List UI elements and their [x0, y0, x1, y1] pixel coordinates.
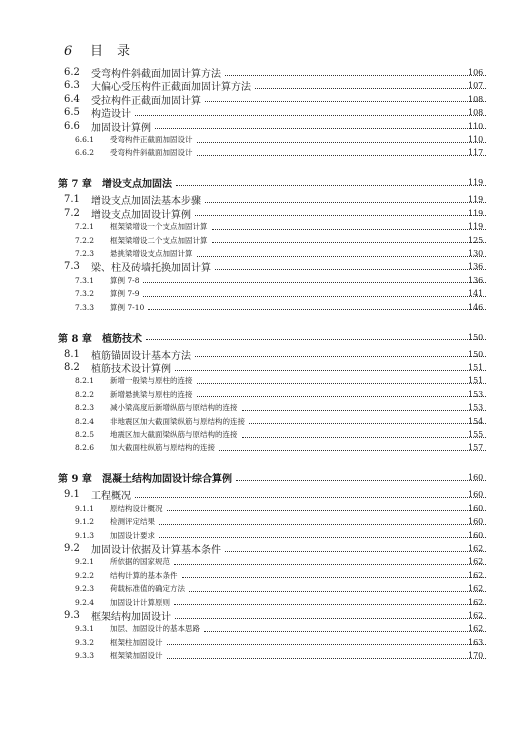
toc-entry — [0, 582, 530, 595]
toc-entry-title: 框架结构加固设计 — [91, 612, 171, 623]
dot-leader — [225, 74, 486, 76]
toc-entry — [0, 176, 530, 189]
toc-entry-title: 算例 7-10 — [110, 302, 145, 312]
toc-entry — [0, 287, 530, 300]
toc-entry-page: 162 — [468, 557, 484, 567]
toc-entry-page: 150 — [468, 332, 484, 342]
toc-entry-title: 新增悬挑梁与原柱的连接 — [110, 389, 193, 399]
toc-entry-title: 地震区加大截面梁纵筋与原结构的连接 — [110, 430, 238, 439]
toc-entry-number: 第 7 章 — [58, 179, 92, 191]
toc-entry-title: 加固设计要求 — [110, 530, 155, 540]
toc-entry-title: 增设支点加固法 — [102, 179, 172, 191]
toc-entry — [0, 609, 530, 622]
dot-leader — [135, 114, 486, 116]
toc-entry-page: 162 — [468, 597, 484, 607]
dot-leader — [167, 657, 487, 659]
toc-entry-number: 7.3.2 — [75, 289, 95, 299]
page-header — [64, 40, 144, 59]
toc-entry-title: 加固设计依据及计算基本条件 — [91, 545, 221, 556]
toc-entry-title: 工程概况 — [91, 491, 131, 503]
dot-leader — [215, 268, 486, 270]
toc-entry-title: 结构计算的基本条件 — [110, 570, 178, 580]
dot-leader — [205, 201, 486, 203]
toc-entry — [0, 106, 530, 119]
toc-entry-title: 受弯构件斜截面加固计算方法 — [91, 69, 221, 80]
toc-entry-page: 163 — [468, 637, 484, 647]
toc-entry-number: 7.3.1 — [75, 275, 95, 285]
toc-entry — [0, 488, 530, 501]
toc-entry-page: 160 — [468, 530, 484, 540]
toc-entry-number: 9.3.3 — [75, 651, 95, 661]
toc-entry — [0, 301, 530, 314]
toc-entry-page: 153 — [468, 403, 484, 413]
toc-entry-number: 6.3 — [64, 80, 80, 92]
toc-entry-title: 加固设计算例 — [91, 122, 151, 134]
dot-leader — [175, 617, 486, 619]
toc-entry-page: 162 — [468, 584, 484, 594]
toc-entry-title: 检测评定结果 — [110, 517, 155, 527]
dot-leader — [148, 308, 486, 310]
toc-entry — [0, 401, 530, 414]
toc-entry-page: 107 — [468, 81, 484, 91]
toc-entry-title: 植筋锚固设计基本方法 — [91, 350, 191, 362]
toc-entry-title: 加固设计计算原则 — [110, 597, 170, 607]
toc-entry-title: 构造设计 — [91, 109, 131, 121]
dot-leader — [146, 338, 486, 340]
toc-entry — [0, 133, 530, 146]
toc-entry-page: 160 — [468, 517, 484, 527]
dot-leader — [197, 395, 487, 397]
toc-entry-page: 119 — [468, 222, 484, 232]
toc-entry — [0, 374, 530, 387]
toc-entry-page: 108 — [468, 108, 484, 118]
toc-entry — [0, 66, 530, 79]
toc-entry — [0, 220, 530, 233]
toc-entry — [0, 388, 530, 401]
toc-entry — [0, 146, 530, 159]
toc-entry-title: 算例 7-8 — [110, 275, 140, 285]
toc-entry-number: 8.2.6 — [75, 443, 95, 453]
toc-entry — [0, 193, 530, 206]
toc-entry-page: 162 — [468, 570, 484, 580]
toc-entry-number: 9.1.2 — [75, 517, 95, 527]
toc-entry-page: 160 — [468, 503, 484, 513]
toc-entry-title: 增设支点加固法基本步骤 — [91, 196, 201, 208]
toc-entry — [0, 569, 530, 582]
toc-entry-title: 植筋技术 — [102, 333, 142, 345]
toc-entry-title: 框架梁增设一个支点加固计算 — [110, 222, 208, 232]
toc-entry-page: 157 — [468, 443, 484, 453]
toc-entry — [0, 649, 530, 662]
toc-entry — [0, 636, 530, 649]
dot-leader — [242, 436, 487, 438]
toc-entry-page: 170 — [468, 651, 484, 661]
toc-entry-number: 6.6.2 — [75, 148, 95, 158]
dot-leader — [175, 369, 486, 371]
toc-entry-number: 9.3.1 — [75, 624, 95, 634]
toc-entry-number: 第 9 章 — [58, 474, 92, 486]
toc-entry-number: 6.5 — [64, 107, 80, 119]
toc-entry — [0, 515, 530, 528]
toc-entry — [0, 441, 530, 454]
toc-entry-number: 8.1 — [64, 348, 80, 360]
toc-entry-number: 9.2.1 — [75, 557, 95, 567]
toc-entry-number: 6.6.1 — [75, 135, 95, 144]
dot-leader — [255, 87, 486, 89]
dot-leader — [219, 449, 486, 451]
toc-entry-number: 7.1 — [64, 194, 80, 206]
dot-leader — [174, 563, 486, 565]
toc-entry-page: 150 — [468, 349, 484, 359]
toc-entry — [0, 622, 530, 635]
toc-entry — [0, 79, 530, 92]
toc-entry — [0, 207, 530, 220]
toc-entry-title: 新增一般梁与原柱的连接 — [110, 376, 193, 386]
toc-entry-number: 7.3.3 — [75, 302, 95, 312]
header-title: 目录 — [90, 44, 145, 59]
toc-entry-page: 136 — [468, 275, 484, 285]
toc-entry-title: 框架柱加固设计 — [110, 637, 163, 647]
toc-entry-page: 110 — [468, 135, 484, 144]
toc-entry — [0, 348, 530, 361]
toc-entry — [0, 415, 530, 428]
toc-entry-title: 荷载标准值的确定方法 — [110, 584, 185, 594]
toc-entry-number: 7.2.1 — [75, 222, 95, 232]
toc-entry — [0, 274, 530, 287]
toc-entry-title: 受弯构件斜截面加固设计 — [110, 148, 193, 158]
toc-entry — [0, 555, 530, 568]
toc-entry-number: 7.2 — [64, 207, 80, 219]
dot-leader — [167, 643, 487, 645]
dot-leader — [182, 576, 487, 578]
toc-entry-page: 162 — [468, 624, 484, 634]
toc-entry-page: 110 — [468, 121, 484, 131]
toc-entry — [0, 234, 530, 247]
toc-entry-number: 7.2.2 — [75, 235, 95, 245]
toc-entry-page: 117 — [468, 148, 484, 158]
toc-entry-page: 130 — [468, 249, 484, 258]
dot-leader — [242, 409, 487, 411]
toc-entry-title: 梁、柱及砖墙托换加固计算 — [91, 263, 211, 275]
dot-leader — [249, 422, 486, 424]
dot-leader — [212, 241, 487, 243]
toc-entry-page: 151 — [468, 363, 484, 372]
toc-entry-number: 9.1.1 — [75, 503, 95, 513]
toc-entry-title: 加大截面柱纵筋与原结构的连接 — [110, 443, 215, 453]
page-number: 6 — [64, 44, 73, 59]
toc-entry-page: 160 — [468, 473, 484, 483]
toc-entry-number: 8.2.3 — [75, 403, 95, 413]
toc-entry — [0, 542, 530, 555]
toc-entry-page: 125 — [468, 235, 484, 245]
dot-leader — [195, 355, 486, 357]
toc-entry-number: 8.2.5 — [75, 430, 95, 439]
dot-leader — [174, 603, 486, 605]
toc-entry-title: 植筋技术设计算例 — [91, 364, 171, 375]
toc-entry-page: 136 — [468, 262, 484, 272]
toc-entry — [0, 120, 530, 133]
toc-entry-page: 153 — [468, 389, 484, 399]
toc-entry-number: 9.2.4 — [75, 597, 95, 607]
toc-entry — [0, 331, 530, 344]
toc-entry-title: 增设支点加固设计算例 — [91, 209, 191, 221]
toc-entry-title: 受弯构件正截面加固设计 — [110, 135, 193, 144]
toc-entry-number: 8.2.1 — [75, 376, 95, 386]
toc-entry — [0, 247, 530, 260]
toc-entry-page: 119 — [468, 208, 484, 218]
dot-leader — [135, 496, 486, 498]
dot-leader — [205, 100, 486, 102]
dot-leader — [159, 523, 486, 525]
toc-entry-number: 8.2 — [64, 362, 80, 373]
dot-leader — [197, 255, 487, 257]
dot-leader — [195, 214, 486, 216]
toc-entry-page: 119 — [468, 178, 484, 188]
toc-entry-number: 9.2 — [64, 543, 80, 554]
toc-entry-number: 9.1 — [64, 489, 80, 501]
toc-entry-title: 算例 7-9 — [110, 289, 140, 299]
toc-entry-number: 第 8 章 — [58, 333, 92, 345]
dot-leader — [155, 127, 486, 129]
toc-entry-number: 9.1.3 — [75, 530, 95, 540]
toc-entry-title: 减小梁高度后新增纵筋与原结构的连接 — [110, 403, 238, 413]
toc-entry-page: 155 — [468, 430, 484, 439]
dot-leader — [143, 281, 486, 283]
toc-entry — [0, 93, 530, 106]
toc-entry — [0, 428, 530, 441]
dot-leader — [189, 590, 486, 592]
toc-entry-page: 151 — [468, 376, 484, 386]
dot-leader — [197, 154, 487, 156]
toc-entry-page: 108 — [468, 94, 484, 104]
toc-entry — [0, 361, 530, 374]
toc-entry-page: 119 — [468, 195, 484, 205]
toc-entry-page: 154 — [468, 416, 484, 426]
toc-entry-title: 受拉构件正截面加固计算 — [91, 95, 201, 107]
toc-entry-number: 9.2.3 — [75, 584, 95, 594]
toc-entry-page: 162 — [468, 544, 484, 553]
toc-entry-number: 6.4 — [64, 93, 80, 105]
toc-entry-title: 大偏心受压构件正截面加固计算方法 — [91, 82, 251, 94]
dot-leader — [212, 228, 487, 230]
dot-leader — [236, 479, 486, 481]
toc-entry-title: 悬挑梁增设支点加固计算 — [110, 249, 193, 258]
dot-leader — [204, 630, 486, 632]
toc-entry-title: 非地震区加大截面梁纵筋与原结构的连接 — [110, 416, 245, 426]
toc-entry-number: 7.3 — [64, 261, 80, 273]
toc-entry-page: 146 — [468, 302, 484, 312]
toc-entry-number: 9.3 — [64, 610, 80, 621]
toc-entry-title: 框架梁加固设计 — [110, 651, 163, 661]
toc-entry-title: 框架梁增设二个支点加固计算 — [110, 235, 208, 245]
toc-entry-page: 106 — [468, 68, 484, 77]
toc-entry-title: 原结构设计概况 — [110, 503, 163, 513]
dot-leader — [197, 382, 487, 384]
toc-entry-number: 6.6 — [64, 120, 80, 132]
toc-entry-page: 162 — [468, 611, 484, 620]
toc-entry-number: 9.3.2 — [75, 637, 95, 647]
toc-entry-page: 160 — [468, 490, 484, 500]
toc-entry-number: 9.2.2 — [75, 570, 95, 580]
toc-entry-title: 混凝土结构加固设计综合算例 — [102, 474, 232, 486]
toc-entry-title: 加层、加固设计的基本思路 — [110, 624, 200, 634]
dot-leader — [159, 536, 486, 538]
toc-entry — [0, 596, 530, 609]
toc-entry — [0, 260, 530, 273]
toc-entry-number: 8.2.2 — [75, 389, 95, 399]
toc-entry-page: 141 — [468, 289, 484, 299]
dot-leader — [197, 141, 487, 143]
dot-leader — [225, 550, 486, 552]
toc-entry-number: 6.2 — [64, 67, 80, 78]
toc-entry-number: 8.2.4 — [75, 416, 95, 426]
toc-entry-title: 所依据的国家规范 — [110, 557, 170, 567]
toc-entry-number: 7.2.3 — [75, 249, 95, 258]
toc-entry — [0, 471, 530, 484]
dot-leader — [143, 295, 486, 297]
toc-entry — [0, 529, 530, 542]
dot-leader — [176, 184, 486, 186]
dot-leader — [167, 509, 487, 511]
toc-entry — [0, 502, 530, 515]
